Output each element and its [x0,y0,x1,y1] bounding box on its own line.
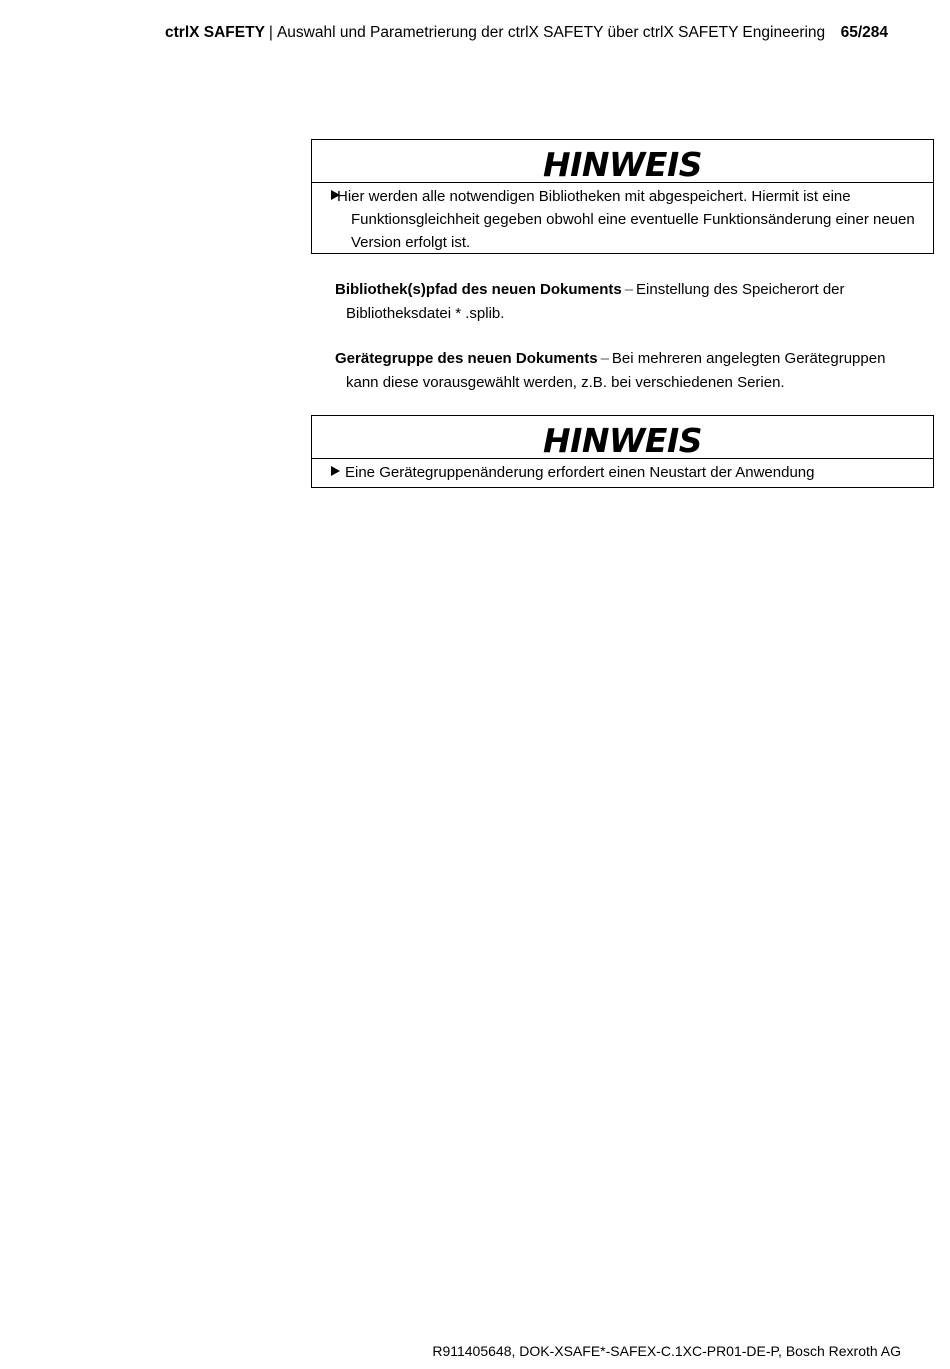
definition-term: Bibliothek(s)pfad des neuen Dokuments [335,281,622,298]
triangle-bullet-icon [331,190,340,200]
page-number: 65/284 [840,24,888,41]
definition-library-path [335,278,915,325]
definition-dash: – [600,350,609,367]
definition-text: Bei mehreren angelegten Gerätegruppen [611,350,886,367]
notice-title: HINWEIS [312,416,933,459]
definition-dash: – [624,281,634,298]
definition-text-continued: kann diese vorausgewählt werden, z.B. bei verschiedenen Serien. [346,373,785,391]
notice-text-line: Funktionsgleichheit gegeben obwohl eine eventuelle Funktionsänderung einer neuen [351,211,915,228]
header-separator: | [268,24,273,41]
header-chapter-title: Auswahl und Parametrierung der ctrlX SAFETY über ctrlX SAFETY Engineering [276,24,826,41]
definition-term: Gerätegruppe des neuen Dokuments [335,350,598,367]
definition-device-group [335,347,915,394]
notice-text-line: Eine Gerätegruppenänderung erfordert einen Neustart der Anwendung [345,464,815,481]
definition-text-continued: Bibliotheksdatei * .splib. [346,304,505,322]
page-header [165,22,888,44]
header-product-name: ctrlX SAFETY [165,24,265,41]
page-footer: R911405648, DOK-XSAFE*-SAFEX-C.1XC-PR01-DE-P, Bosch Rexroth AG [432,1343,901,1359]
notice-box-libraries [311,139,934,254]
notice-text-line: Version erfolgt ist. [351,234,471,251]
notice-box-device-group [311,415,934,488]
triangle-bullet-icon [331,466,340,476]
definition-text: Einstellung des Speicherort der [636,281,845,298]
notice-title: HINWEIS [312,140,933,183]
notice-body [312,183,933,256]
notice-body [312,459,933,486]
notice-text-line: Hier werden alle notwendigen Bibliotheken mit abgespeichert. Hiermit ist eine [337,188,851,205]
